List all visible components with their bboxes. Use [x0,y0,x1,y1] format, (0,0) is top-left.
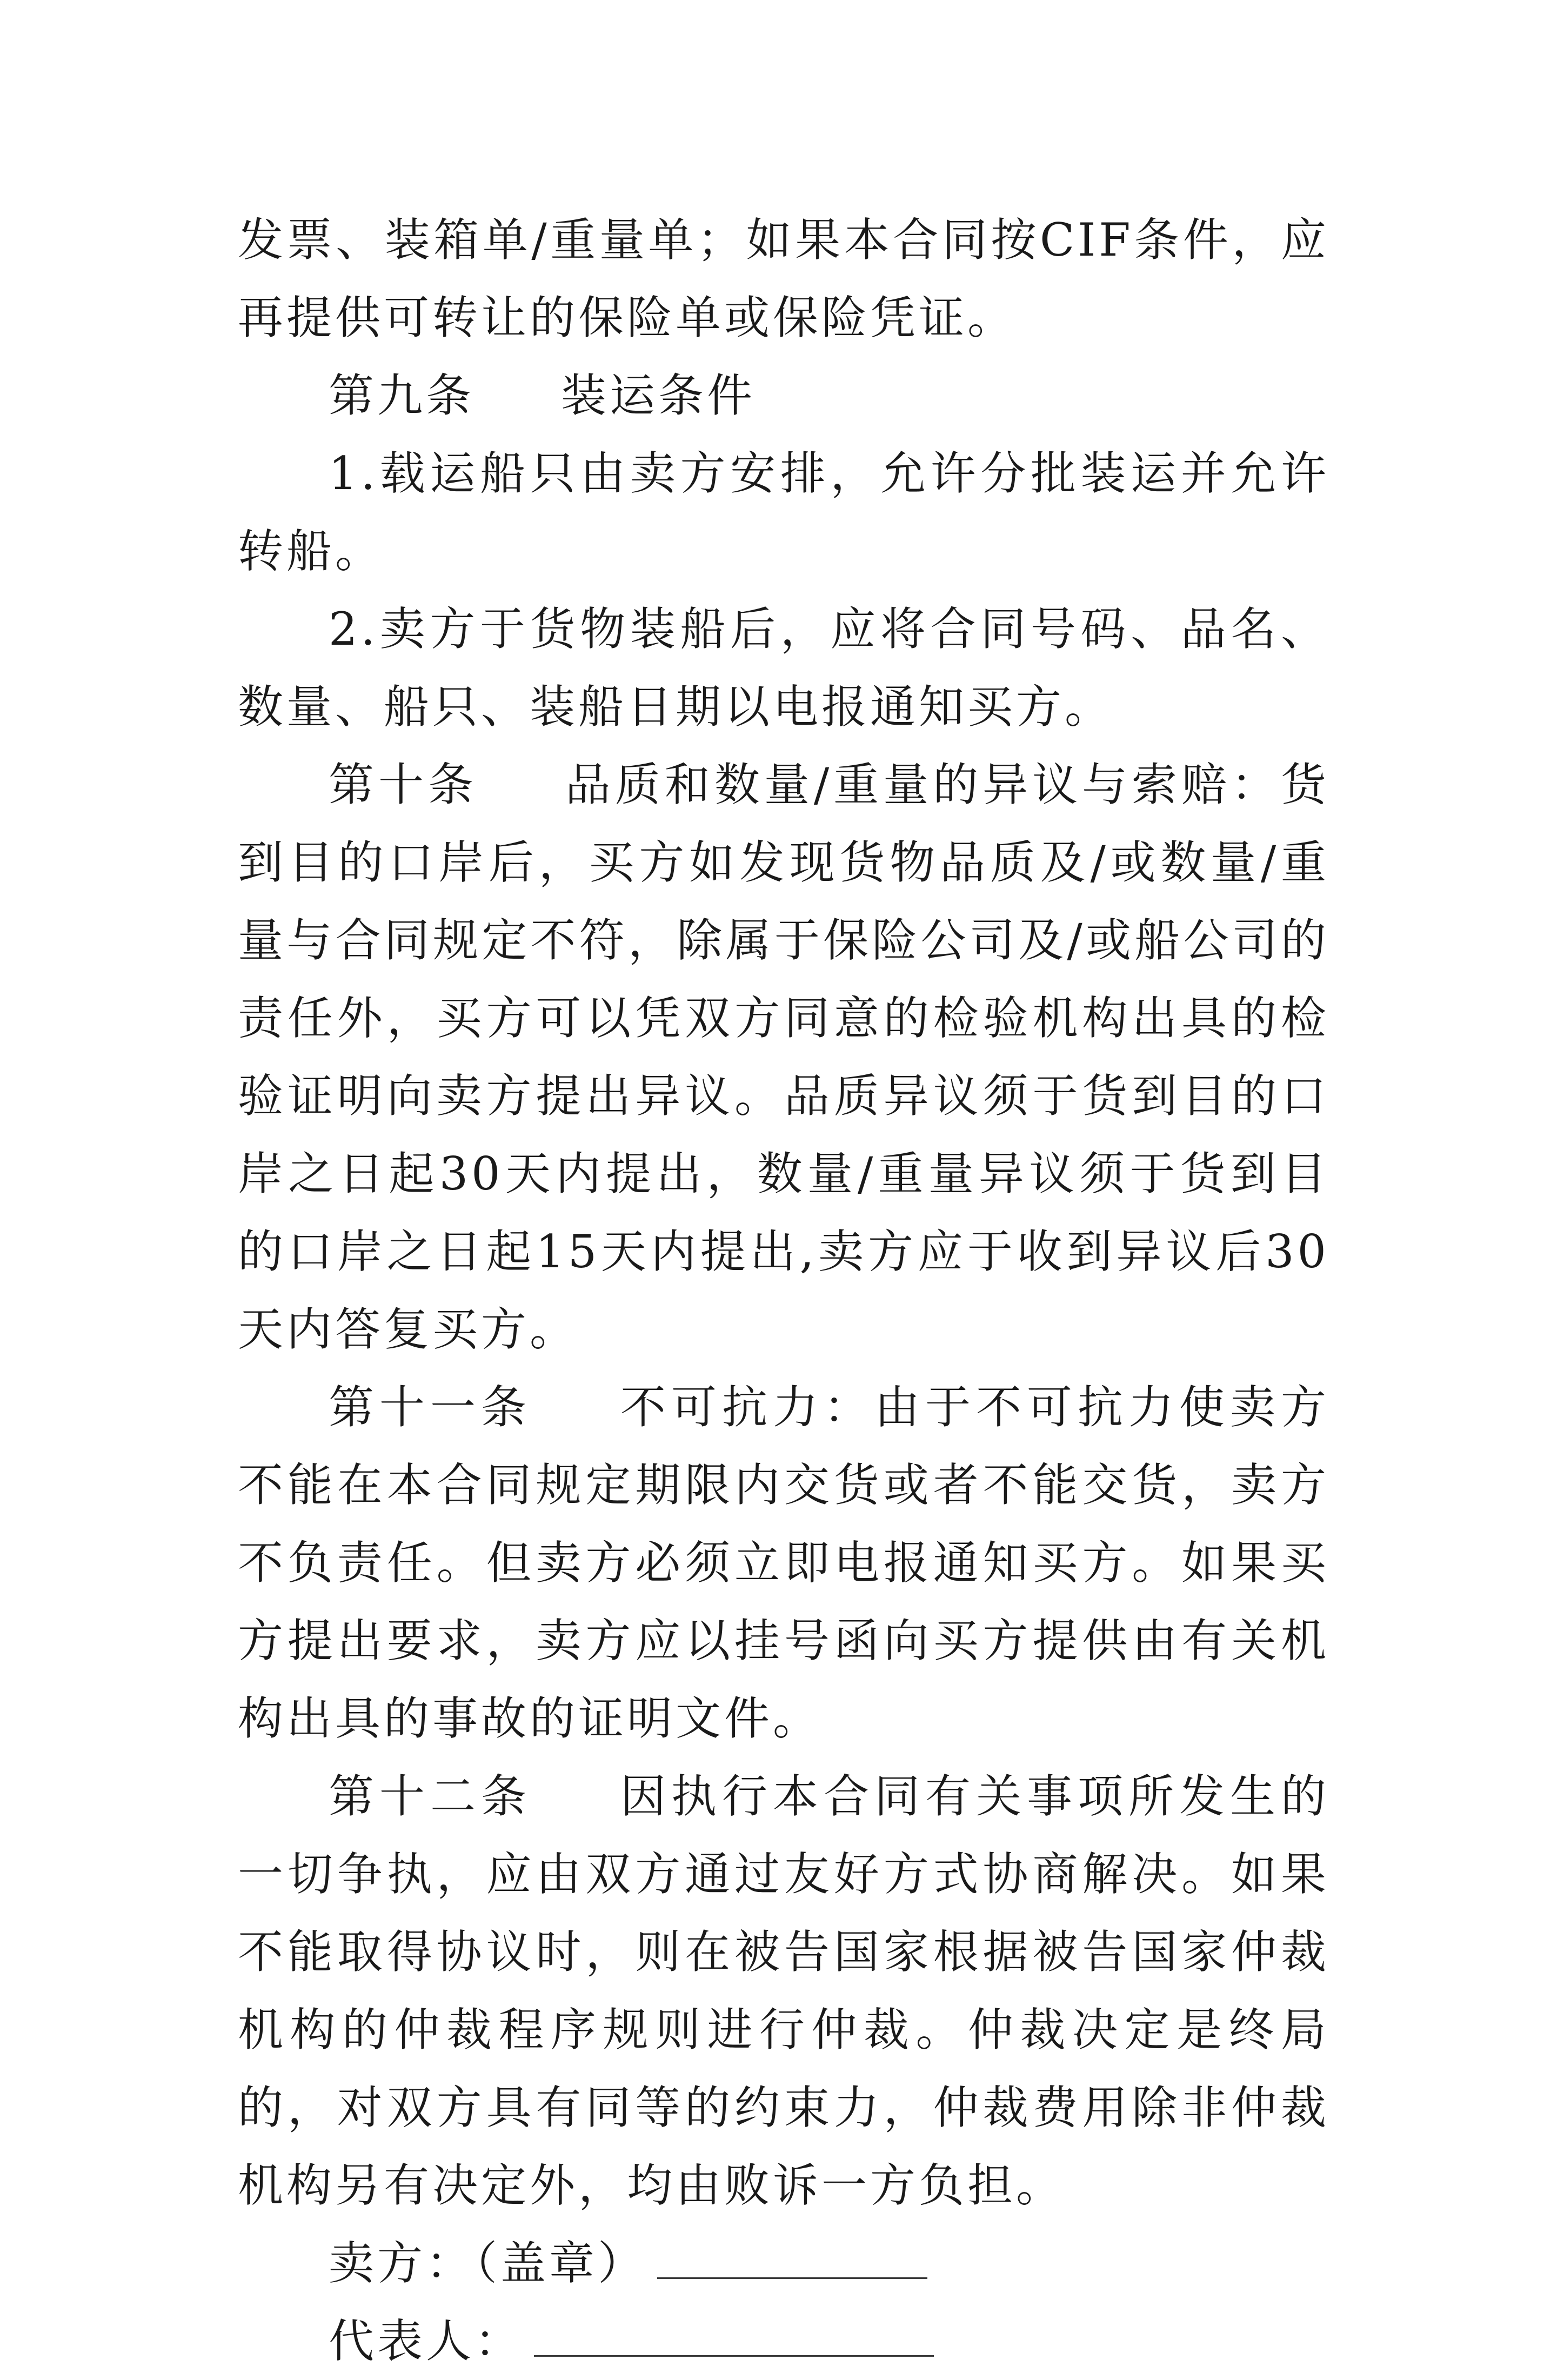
paragraph-text: 发票、装箱单/重量单；如果本合同按CIF条件，应再提供可转让的保险单或保险凭证。 [238,213,1329,344]
article-number: 第十一条 [329,1381,532,1434]
representative-signature-line [238,2302,1329,2380]
article-9-heading [238,357,1329,434]
representative-label: 代表人： [329,2315,524,2368]
seller-signature-line [238,2224,1329,2302]
article-title: 装运条件 [561,369,756,422]
paragraph-shipping-documents [238,201,1329,357]
paragraph-text: 因执行本合同有关事项所发生的一切争执，应由双方通过友好方式协商解决。如果不能取得协议时，则在被告国家根据被告国家仲裁机构的仲裁程序规则进行仲裁。仲裁决定是终局的，对双方具有同等的约束力，仲裁费用除非仲裁机构另有决定外，均由败诉一方负担。 [238,1770,1329,2212]
paragraph-text: 1.载运船只由卖方安排，允许分批装运并允许转船。 [238,447,1329,578]
paragraph-text: 2.卖方于货物装船后，应将合同号码、品名、数量、船只、装船日期以电报通知买方。 [238,603,1329,733]
paragraph-shipping-item-2 [238,590,1329,746]
paragraph-text: 不可抗力：由于不可抗力使卖方不能在本合同规定期限内交货或者不能交货，卖方不负责任。但卖方必须立即电报通知买方。如果买方提出要求，卖方应以挂号函向买方提供由有关机构出具的事故的证明文件。 [238,1381,1329,1745]
seller-label: 卖方：（盖章） [329,2237,647,2290]
article-11-paragraph [238,1368,1329,1757]
article-number: 第十条 [329,758,478,811]
paragraph-shipping-item-1 [238,434,1329,590]
representative-signature-blank[interactable] [534,2317,934,2357]
article-number: 第十二条 [329,1770,532,1823]
seller-signature-blank[interactable] [657,2239,927,2279]
document-body [238,201,1329,2380]
article-10-paragraph [238,746,1329,1368]
article-12-paragraph [238,1757,1329,2224]
article-number: 第九条 [329,369,475,422]
paragraph-text: 品质和数量/重量的异议与索赔：货到目的口岸后，买方如发现货物品质及/或数量/重量与合同规定不符，除属于保险公司及/或船公司的责任外，买方可以凭双方同意的检验机构出具的检验证明向卖方提出异议。品质异议须于货到目的口岸之日起30天内提出，数量/重量异议须于货到目的口岸之日起15天内提出,卖方应于收到异议后30天内答复买方。 [238,758,1329,1356]
